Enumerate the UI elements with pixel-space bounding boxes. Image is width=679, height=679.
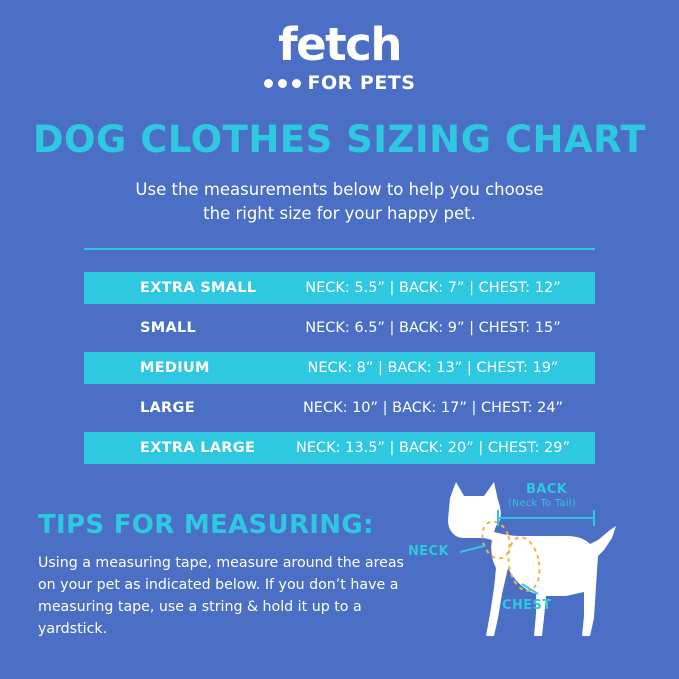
measurements-label: NECK: 13.5” | BACK: 20” | CHEST: 29” bbox=[296, 440, 570, 456]
brand-wordmark: fetch bbox=[278, 18, 401, 71]
size-label: LARGE bbox=[140, 400, 195, 416]
table-top-divider bbox=[84, 248, 595, 250]
table-row bbox=[84, 272, 595, 304]
size-label: EXTRA SMALL bbox=[140, 280, 257, 296]
brand-tagline: FOR PETS bbox=[307, 72, 416, 94]
measurements-label: NECK: 8” | BACK: 13” | CHEST: 19” bbox=[307, 360, 559, 376]
measurements-label: NECK: 6.5” | BACK: 9” | CHEST: 15” bbox=[305, 320, 561, 336]
intro-text bbox=[0, 178, 679, 226]
table-row bbox=[84, 392, 595, 424]
label-neck: NECK bbox=[408, 544, 449, 559]
size-label: SMALL bbox=[140, 320, 197, 336]
tips-heading: TIPS FOR MEASURING: bbox=[38, 510, 374, 540]
measurements-label: NECK: 5.5” | BACK: 7” | CHEST: 12” bbox=[305, 280, 561, 296]
label-back-note: (Neck To Tail) bbox=[508, 498, 577, 509]
brand-logo bbox=[0, 18, 679, 94]
intro-line-1: Use the measurements below to help you choose bbox=[135, 180, 544, 199]
size-label: EXTRA LARGE bbox=[140, 440, 256, 456]
page-title: DOG CLOTHES SIZING CHART bbox=[32, 118, 647, 161]
table-row bbox=[84, 352, 595, 384]
intro-line-2: the right size for your happy pet. bbox=[203, 204, 476, 223]
measurements-label: NECK: 10” | BACK: 17” | CHEST: 24” bbox=[302, 400, 564, 416]
table-rows bbox=[84, 272, 595, 464]
table-row bbox=[84, 312, 595, 344]
size-label: MEDIUM bbox=[140, 360, 210, 376]
measuring-diagram bbox=[398, 468, 668, 668]
label-back: BACK bbox=[526, 482, 568, 497]
three-dots-icon bbox=[264, 79, 301, 88]
sizing-table bbox=[84, 248, 595, 464]
table-row bbox=[84, 432, 595, 464]
label-chest: CHEST bbox=[502, 598, 552, 613]
brand-tagline-row bbox=[0, 72, 679, 94]
tips-body: Using a measuring tape, measure around the areas on your pet as indicated below. If you don’t have a measuring tape, use a string & hold it up to a yardstick. bbox=[38, 555, 404, 637]
